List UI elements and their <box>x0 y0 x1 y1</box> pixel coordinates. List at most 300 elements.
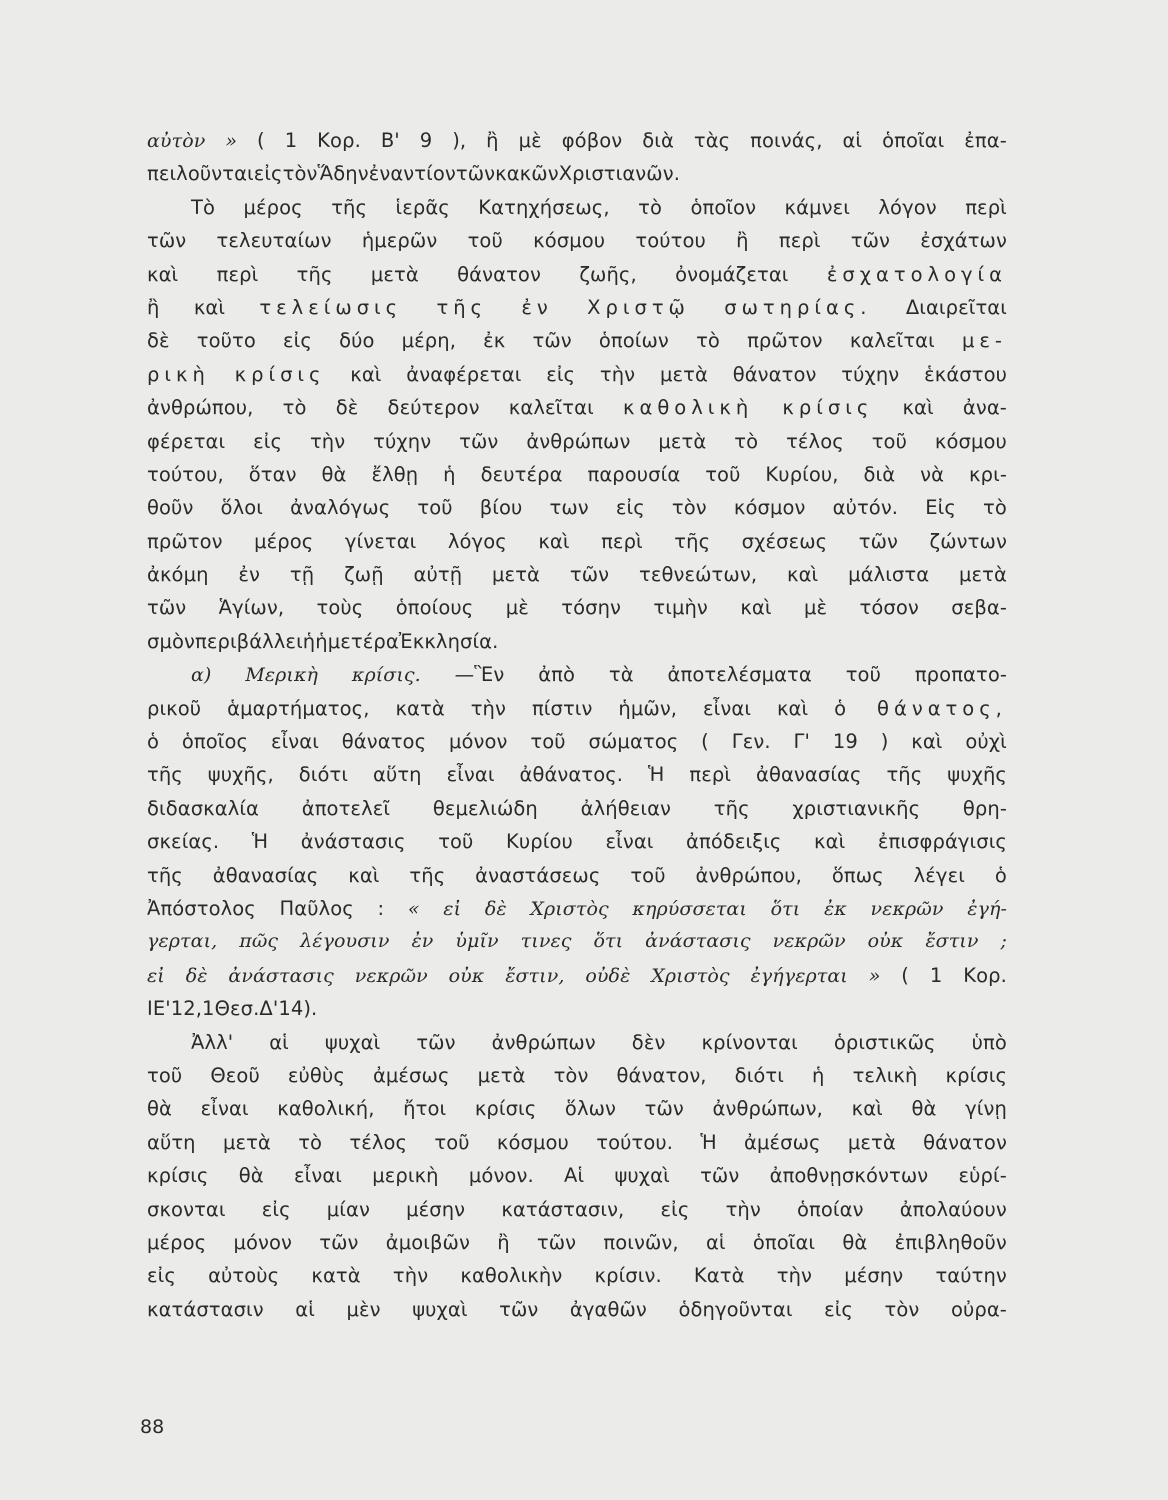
text-word: 9 <box>419 129 433 152</box>
text-line <box>147 1193 1007 1226</box>
text-word: ὁποῖον <box>690 195 757 219</box>
text-word: σχέσεως <box>741 529 828 553</box>
text-word: καθολική, <box>277 1097 375 1121</box>
text-word: εἶναι <box>605 830 654 854</box>
text-line <box>147 992 1007 1025</box>
text-word: ἡ <box>443 462 456 486</box>
text-line <box>147 258 1007 291</box>
text-word: οὐδὲ <box>585 964 631 987</box>
text-word: καὶ <box>902 396 934 420</box>
text-word: αὐτόν. <box>832 496 899 520</box>
text-word: Ἡ <box>648 763 665 787</box>
text-word: μέσην <box>844 1264 904 1288</box>
text-word: » <box>225 130 238 152</box>
text-word: ζωῇ <box>344 563 384 587</box>
text-word: ἀμέσως <box>372 1063 450 1087</box>
text-line <box>147 1092 1007 1125</box>
text-line <box>147 191 1007 224</box>
text-word: τελικὴ <box>852 1063 918 1087</box>
text-word: τοῦ <box>438 830 474 854</box>
text-word: τόσην <box>561 596 622 620</box>
text-word: πρῶτον <box>747 329 823 353</box>
body-text <box>147 124 1007 1326</box>
text-word: ἐπισφράγισις <box>877 830 1007 854</box>
page-number: 88 <box>140 1416 165 1438</box>
text-word: περὶ <box>689 763 732 787</box>
text-word: παρουσία <box>587 462 681 486</box>
text-word: καὶ <box>350 362 382 386</box>
text-word: μετὰ <box>477 1063 526 1087</box>
text-word: ἀθανασίας <box>212 863 319 887</box>
text-word: καὶ <box>348 863 380 887</box>
text-word: ποινῶν, <box>603 1230 679 1254</box>
text-word: Κατὰ <box>693 1264 745 1288</box>
text-word: ἑκάστου <box>924 362 1007 386</box>
text-word: εὑρί- <box>958 1164 1007 1188</box>
text-word: τῶν <box>319 1230 359 1254</box>
text-word: ἀθάνατος. <box>519 763 624 787</box>
text-word: θοῦν <box>147 496 194 520</box>
text-line <box>147 959 1007 992</box>
text-line <box>147 692 1007 725</box>
text-word: Θεσ. <box>214 997 260 1021</box>
text-word: ἔστιν <box>925 930 979 953</box>
text-word: αὐτὸν <box>147 130 206 152</box>
text-word: θρη- <box>962 796 1007 820</box>
text-word: εἰς <box>824 1297 853 1321</box>
text-line <box>147 157 1007 190</box>
text-word: γίνεται <box>344 529 417 553</box>
text-word: πειλοῦνται <box>147 162 254 186</box>
text-word: ἀκόμη <box>147 563 209 587</box>
text-word: δύο <box>339 329 375 353</box>
text-word: τοῦτο <box>196 329 256 353</box>
text-word: ἀνάστασις <box>645 930 751 953</box>
text-word: ( <box>701 730 709 754</box>
text-line <box>147 758 1007 791</box>
text-word: Β' <box>380 129 400 152</box>
text-word: ὅταν <box>248 462 297 486</box>
text-word: περὶ <box>601 529 643 553</box>
text-word: εἰς <box>615 496 645 520</box>
text-word: 14 <box>278 997 304 1021</box>
text-word: νεκρῶν <box>354 964 428 987</box>
text-word: ὁποῖαι <box>752 1230 816 1254</box>
text-word: τοὺς <box>316 596 364 620</box>
text-word: ΙΕ' <box>147 997 171 1021</box>
text-word: Αἱ <box>564 1164 585 1188</box>
text-word: Διαιρεῖται <box>905 295 1007 319</box>
text-word: ἐκ <box>823 897 847 920</box>
text-line <box>147 625 1007 658</box>
text-line <box>147 391 1007 424</box>
text-line <box>147 1126 1007 1159</box>
text-word: τύχην <box>841 362 900 386</box>
text-word: ὁριστικῶς <box>833 1030 936 1054</box>
text-word: ὑπὸ <box>971 1030 1007 1054</box>
text-word: κάμνει <box>784 195 850 219</box>
text-word: ἀνθρώπων <box>526 429 631 453</box>
text-word: Ἀλλ' <box>191 1030 234 1054</box>
text-word: τὸ <box>983 496 1007 520</box>
text-word: εἶναι <box>446 763 495 787</box>
text-word: δευτέρα <box>480 462 563 486</box>
text-word: τεθνεώτων, <box>638 563 758 587</box>
text-word: Κορ. <box>317 129 361 152</box>
text-word: αἱ <box>705 1230 726 1254</box>
text-word: αὐτοὺς <box>208 1264 280 1288</box>
text-word: θάνατον, <box>616 1063 707 1087</box>
text-word: α) <box>191 664 212 687</box>
text-word: τῶν <box>499 1297 539 1321</box>
text-word: τοῦ <box>467 229 503 253</box>
text-word: ψυχῆς <box>947 763 1007 787</box>
text-word: μίαν <box>326 1197 370 1221</box>
text-word: αἱ <box>842 129 863 152</box>
text-word: Χριστῷ <box>587 295 690 319</box>
text-word: τοῦ <box>147 1063 183 1087</box>
text-word: σκείας. <box>147 830 220 854</box>
text-word: διὰ <box>642 129 674 152</box>
text-word: τὸν <box>671 496 707 520</box>
text-word: τῶν <box>569 563 610 587</box>
text-word: μόνον <box>449 730 508 754</box>
text-word: τοῦ <box>871 429 907 453</box>
text-word: σώματος <box>588 730 679 754</box>
text-word: σκονται <box>147 1197 226 1221</box>
text-word: τῶν <box>147 229 187 253</box>
text-word: τοῦ <box>530 730 566 754</box>
text-word: περὶ <box>216 262 259 286</box>
text-word: θὰ <box>238 1164 264 1188</box>
text-word: των <box>549 496 589 520</box>
text-word: ) <box>880 730 889 754</box>
text-word: μετὰ <box>658 429 707 453</box>
text-word: ὁποίαν <box>797 1197 864 1221</box>
text-word: τῶν <box>644 1097 684 1121</box>
text-word: Ἅδην <box>317 162 369 186</box>
text-word: ἀνθρώπων <box>491 1030 596 1054</box>
text-word: τῶν <box>700 1164 740 1188</box>
text-word: τῶν <box>455 162 496 186</box>
text-word: 1 <box>202 997 215 1021</box>
text-word: Ἡ <box>700 1130 717 1154</box>
text-line <box>147 491 1007 524</box>
text-word: ρικὴ <box>147 362 210 386</box>
text-word: ἡ <box>302 629 316 653</box>
text-word: περὶ <box>778 229 821 253</box>
text-word: Γ' <box>793 730 810 754</box>
text-word: ἡμετέρα <box>315 629 399 653</box>
text-word: ὁποῖαι <box>882 129 945 152</box>
text-word: θάνατον <box>457 262 541 286</box>
text-word: τούτου. <box>596 1130 674 1154</box>
text-word: πῶς <box>239 930 279 953</box>
text-word: : <box>377 896 385 920</box>
text-word: τὸ <box>298 1130 323 1154</box>
text-word: τὰ <box>608 663 634 687</box>
text-word: ζώντων <box>929 529 1007 553</box>
text-word: διότι <box>734 1063 784 1087</box>
text-word: ἀποτελέσματα <box>667 663 812 687</box>
text-line <box>147 725 1007 758</box>
text-word: καὶ <box>538 529 570 553</box>
text-word: ταύτην <box>935 1264 1007 1288</box>
text-word: ( <box>257 129 265 152</box>
text-word: βίου <box>479 496 523 520</box>
text-word: ἀπὸ <box>538 663 576 687</box>
text-word: ἐγή- <box>967 897 1007 920</box>
text-word: ἱερᾶς <box>395 195 450 219</box>
text-word: τὸν <box>884 1297 920 1321</box>
text-word: Δ' <box>259 997 279 1021</box>
text-word: ψυχαὶ <box>412 1297 468 1321</box>
text-word: ἀποθνῃσκόντων <box>769 1164 929 1188</box>
text-word: κρίσις <box>945 1063 1007 1087</box>
text-word: ὅλοι <box>220 496 263 520</box>
text-word: φόβον <box>561 129 623 152</box>
text-word: ψυχῆς, <box>207 763 274 787</box>
text-word: ὅπως <box>831 863 884 887</box>
text-word: τέλος <box>786 429 844 453</box>
text-word: Παῦλος <box>279 896 354 920</box>
text-word: ἐν <box>238 563 261 587</box>
text-word: ἀμέσως <box>744 1130 821 1154</box>
text-word: τὸν <box>553 1063 589 1087</box>
text-word: ἡ <box>812 1063 825 1087</box>
text-word: τὸ <box>282 396 307 420</box>
text-word: ἡμῶν, <box>618 696 678 720</box>
text-word: ὅτι <box>593 930 624 953</box>
text-word: ὅλων <box>564 1097 617 1121</box>
text-word: θεμελιώδη <box>432 796 538 820</box>
text-word: θὰ <box>911 1097 937 1121</box>
text-word: καὶ <box>776 696 809 720</box>
text-word: μὲ <box>518 129 542 152</box>
text-word: μετὰ <box>370 262 419 286</box>
text-word: τιμὴν <box>653 596 708 620</box>
text-word: εἰς <box>546 362 576 386</box>
text-word: ἀνάστασις <box>228 964 334 987</box>
text-word: ἀναλόγως <box>290 496 391 520</box>
text-word: μετὰ <box>222 1130 271 1154</box>
text-word: οὐρα- <box>950 1297 1007 1321</box>
text-word: ἤτοι <box>403 1097 447 1121</box>
text-word: ψυχαὶ <box>614 1164 670 1188</box>
text-word: θὰ <box>147 1097 172 1121</box>
text-word: Μερικὴ <box>245 664 319 687</box>
text-word: εἰ <box>443 897 462 920</box>
text-word: τῆς <box>436 295 487 319</box>
text-word: ἀγαθῶν <box>569 1297 647 1321</box>
text-word: τῶν <box>532 329 572 353</box>
text-word: εἰς <box>253 162 283 186</box>
text-line <box>147 591 1007 624</box>
text-word: ὁποίων <box>598 329 669 353</box>
text-word: κατάστασιν <box>147 1297 264 1321</box>
text-word: Χριστὸς <box>530 897 609 920</box>
text-line <box>147 792 1007 825</box>
text-line <box>147 1159 1007 1192</box>
text-word: ἐγήγερται <box>750 964 848 987</box>
text-word: τῆς <box>331 195 368 219</box>
text-word: αἱ <box>295 1297 315 1321</box>
text-word: ἢ <box>147 295 160 319</box>
text-word: ὁ <box>147 730 160 754</box>
text-word: ἀναστάσεως <box>475 863 601 887</box>
text-word: ἀποτελεῖ <box>301 796 391 820</box>
text-word: Χριστιανῶν. <box>558 162 680 186</box>
text-word: θὰ <box>321 462 347 486</box>
text-word: κόσμου <box>496 1130 569 1154</box>
text-word: οὐχὶ <box>965 730 1007 754</box>
text-word: ἐν <box>521 295 553 319</box>
text-line <box>147 925 1007 958</box>
text-word: τοῦ <box>705 462 741 486</box>
text-word: μόνον. <box>468 1164 534 1188</box>
text-word: καὶ <box>814 830 846 854</box>
text-word: ἀθανασίας <box>755 763 862 787</box>
text-word: μετὰ <box>959 563 1007 587</box>
text-word: Γεν. <box>731 730 771 754</box>
text-word: τοῦ <box>630 863 666 887</box>
text-word: πρῶτον <box>147 529 223 553</box>
text-word: ὑμῖν <box>455 930 499 953</box>
text-word: μετὰ <box>847 1130 896 1154</box>
text-word: καὶ <box>911 730 943 754</box>
text-word: με- <box>961 329 1007 353</box>
text-word: 1 <box>284 129 298 152</box>
text-word: ὁ <box>834 696 852 720</box>
text-word: εἰ <box>147 964 165 987</box>
text-word: 19 <box>832 730 858 754</box>
text-word: τὸ <box>638 195 662 219</box>
text-word: κατάστασιν, <box>501 1197 625 1221</box>
text-word: δεύτερον <box>387 396 480 420</box>
text-word: δὲν <box>631 1030 666 1054</box>
text-word: μάλιστα <box>848 563 930 587</box>
text-word: Τὸ <box>191 195 216 219</box>
text-word: ἐσχάτων <box>920 229 1007 253</box>
text-word: ἀνθρώπου, <box>695 863 802 887</box>
text-word: ρικοῦ <box>147 696 202 720</box>
text-word: τῆς <box>409 863 446 887</box>
text-word: τελευταίων <box>216 229 332 253</box>
text-word: μέρος <box>243 195 303 219</box>
text-word: τὸν <box>282 162 318 186</box>
text-line <box>147 1259 1007 1292</box>
text-word: οὐκ <box>867 930 904 953</box>
text-word: θάνατος, <box>877 696 1007 720</box>
text-word: ὁποίους <box>395 596 474 620</box>
text-line <box>147 658 1007 691</box>
text-word: λόγον <box>878 195 937 219</box>
text-line <box>147 224 1007 257</box>
text-word: τὴν <box>599 362 636 386</box>
text-word: καὶ <box>147 262 179 286</box>
text-word: » <box>868 964 881 987</box>
text-word: ἐν <box>411 930 434 953</box>
text-word: ἀνα- <box>962 396 1007 420</box>
text-line <box>147 1026 1007 1059</box>
text-word: θὰ <box>842 1230 868 1254</box>
text-word: εἶναι <box>200 1097 249 1121</box>
text-word: φέρεται <box>147 429 226 453</box>
text-word: σεβα- <box>951 596 1007 620</box>
text-word: τόσον <box>859 596 919 620</box>
text-word: εἰς <box>147 1264 176 1288</box>
text-word: διδασκαλία <box>147 796 260 820</box>
text-word: περιβάλλει <box>195 629 303 653</box>
text-word: τῆς <box>886 763 923 787</box>
text-word: « <box>407 897 420 920</box>
text-word: ), <box>452 129 467 152</box>
text-word: μόνον <box>233 1230 293 1254</box>
text-word: ). <box>303 997 318 1021</box>
text-word: τὴν <box>776 1264 813 1288</box>
text-word: μὲ <box>505 596 529 620</box>
text-word: τῇ <box>289 563 315 587</box>
text-word: καθολικὴ <box>623 396 754 420</box>
text-word: εἰς <box>253 429 283 453</box>
text-word: τὴν <box>392 1264 429 1288</box>
text-word: ἁμαρτήματος, <box>227 696 370 720</box>
text-word: δὲ <box>147 329 170 353</box>
text-word: ἔστιν, <box>505 964 565 987</box>
text-word: ἀμοιβῶν <box>385 1230 470 1254</box>
text-word: τῶν <box>459 429 499 453</box>
text-word: ἐσχατολογία <box>826 262 1007 286</box>
text-word: λέγουσιν <box>300 930 390 953</box>
text-line <box>147 425 1007 458</box>
text-word: ἐπιβληθοῦν <box>894 1230 1007 1254</box>
text-word: τῆς <box>147 863 183 887</box>
text-word: τινες <box>520 930 572 953</box>
text-word: κρίσιν. <box>594 1264 662 1288</box>
text-word: τὸ <box>696 329 720 353</box>
text-word: λόγος <box>447 529 507 553</box>
text-word: ἀλήθειαν <box>580 796 672 820</box>
text-word: εἰς <box>283 329 312 353</box>
text-word: τούτου, <box>147 462 224 486</box>
text-word: κρίσις <box>234 362 326 386</box>
text-word: κρίσις <box>782 396 874 420</box>
text-word: 12, <box>170 997 203 1021</box>
text-word: εἶναι <box>294 1164 342 1188</box>
text-word: κρίνονται <box>701 1030 798 1054</box>
text-word: τὴν <box>470 696 507 720</box>
text-word: σμὸν <box>147 629 195 653</box>
text-word: ἀνάστασις <box>300 830 406 854</box>
text-line <box>147 859 1007 892</box>
text-word: αἱ <box>269 1030 289 1054</box>
text-line <box>147 1293 1007 1326</box>
text-word: μέσην <box>406 1197 466 1221</box>
text-word: δὲ <box>185 964 208 987</box>
text-line <box>147 124 1007 157</box>
text-word: ἀναφέρεται <box>406 362 522 386</box>
text-word: ἀπόδειξις <box>686 830 782 854</box>
text-word: διότι <box>298 763 349 787</box>
text-word: ἀπολαύουν <box>899 1197 1007 1221</box>
text-word: ψυχαὶ <box>324 1030 381 1054</box>
text-word: εἰς <box>660 1197 690 1221</box>
text-word: γίνῃ <box>965 1097 1007 1121</box>
text-word: ἢ <box>486 129 499 152</box>
text-word: καὶ <box>786 563 819 587</box>
text-word: νὰ <box>920 462 945 486</box>
text-word: τέλος <box>349 1130 408 1154</box>
